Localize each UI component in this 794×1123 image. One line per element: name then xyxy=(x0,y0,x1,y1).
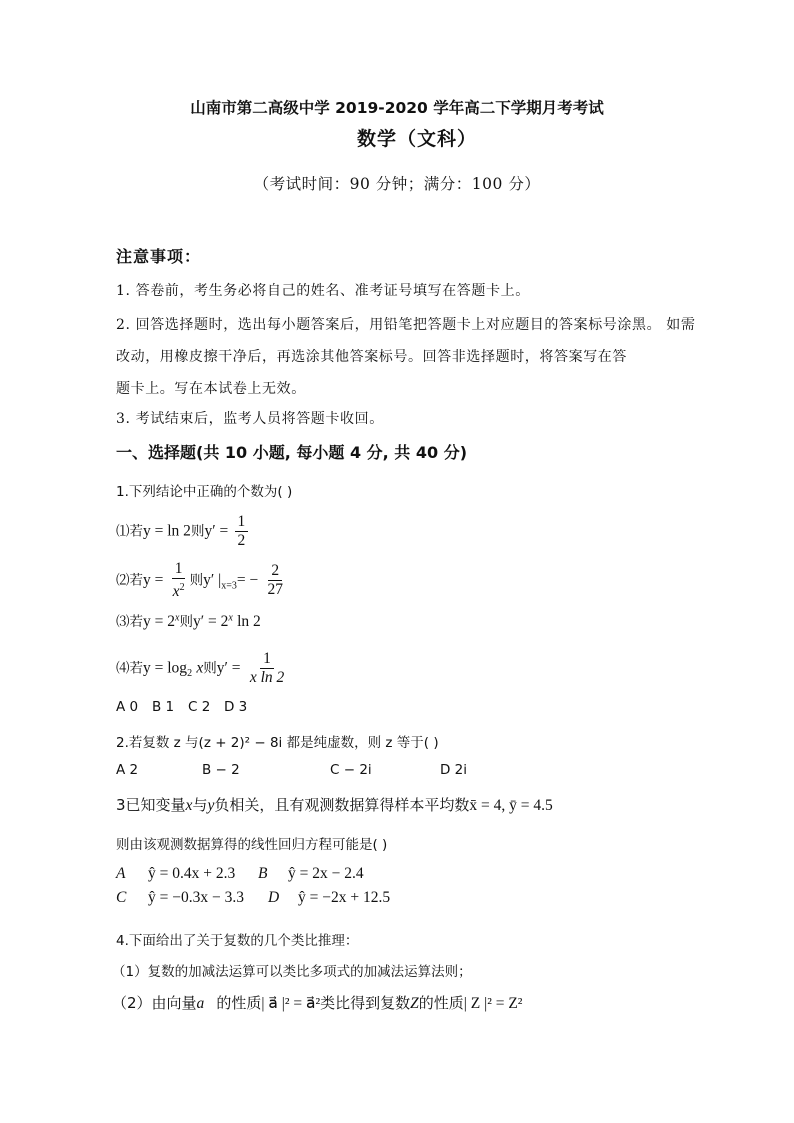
q4-item-1: （1）复数的加减法运算可以类比多项式的加减法运算法则； xyxy=(112,964,472,980)
section-heading: 一、选择题(共 10 小题, 每小题 4 分, 共 40 分) xyxy=(116,443,468,462)
q3-options-row-2 xyxy=(116,889,390,907)
q1-s2-mid: 则 xyxy=(189,572,204,589)
exam-info: （考试时间：90 分钟；满分：100 分） xyxy=(253,175,541,193)
q1-s2-prefix: ⑵若 xyxy=(116,572,143,589)
q1-s1-rhs: y′ = xyxy=(204,522,229,540)
q3-option-c-label: C xyxy=(116,889,127,906)
q2-option-b: B − 2 xyxy=(202,762,240,778)
q1-statement-4 xyxy=(116,650,289,687)
q3-option-b: ŷ = 2x − 2.4 xyxy=(288,865,364,882)
q1-statement-3 xyxy=(116,610,261,631)
q2-options xyxy=(116,762,500,778)
q1-s1-num: 1 xyxy=(235,513,249,532)
q1-s4-sub: 2 xyxy=(187,668,193,680)
q2-option-c: C − 2i xyxy=(330,762,372,778)
q3-option-a-label: A xyxy=(116,865,126,882)
q1-s2-den: x xyxy=(172,583,180,601)
q1-s4-num: 1 xyxy=(260,650,274,669)
q1-s1-prefix: ⑴若 xyxy=(116,523,143,540)
q1-option-b: B 1 xyxy=(152,699,175,715)
q2-option-d: D 2i xyxy=(440,762,468,778)
q4-stem: 4.下面给出了关于复数的几个类比推理： xyxy=(116,933,359,949)
q4-item-2 xyxy=(112,992,522,1013)
q1-s2-sub: x=3 xyxy=(221,580,237,592)
q1-option-a: A 0 xyxy=(116,699,139,715)
q3-var-y: y xyxy=(207,797,215,814)
q1-option-d: D 3 xyxy=(224,699,248,715)
q1-s1-lhs: y = ln 2 xyxy=(143,522,191,540)
q1-s3-prefix: ⑶若 xyxy=(116,614,143,630)
q2-option-a: A 2 xyxy=(116,762,139,778)
q1-s4-den: x ln 2 xyxy=(249,669,285,686)
q4-item-2-vec: a⃗ xyxy=(196,995,217,1012)
q1-s3-lhs: y = 2 xyxy=(143,613,175,630)
q3-option-a: ŷ = 0.4x + 2.3 xyxy=(148,865,236,882)
q3-option-d: ŷ = −2x + 12.5 xyxy=(298,889,391,906)
notice-item-1: 1. 答卷前，考生务必将自己的姓名、准考证号填写在答题卡上。 xyxy=(116,283,530,299)
q4-item-2-z: Z xyxy=(410,995,419,1012)
q1-s2-fraction-2 xyxy=(264,562,286,599)
q2-stem: 2.若复数 z 与(z + 2)² − 8i 都是纯虚数，则 z 等于( ) xyxy=(116,735,439,751)
notice-item-2-cont: 改动，用橡皮擦干净后，再选涂其他答案标号。回答非选择题时，将答案写在答 xyxy=(116,349,627,365)
q1-s2-den2: 27 xyxy=(267,581,283,599)
q1-statement-2 xyxy=(116,560,288,601)
q1-s4-mid: 则 xyxy=(203,660,217,677)
q1-s2-num2: 2 xyxy=(268,562,282,581)
q1-s4-prefix: ⑷若 xyxy=(116,660,143,677)
q4-item-2-b: 的性质 xyxy=(216,994,262,1012)
notice-item-2-cont2: 题卡上。写在本试卷上无效。 xyxy=(116,381,306,397)
q1-s2-den-exp: 2 xyxy=(179,582,185,593)
notice-heading: 注意事项： xyxy=(116,247,202,266)
q1-stem: 1.下列结论中正确的个数为( ) xyxy=(116,484,293,500)
q3-stem-c: 负相关，且有观测数据算得样本平均数 xyxy=(214,796,470,814)
q1-s3-mid: 则 xyxy=(179,614,193,630)
q1-s4-lhs: y = log xyxy=(143,659,188,677)
q3-stem-2: 则由该观测数据算得的线性回归方程可能是( ) xyxy=(116,837,388,853)
q1-s1-den: 2 xyxy=(237,532,246,549)
q1-s3-exp2: x xyxy=(228,612,233,624)
q1-s4-rhs: y′ = xyxy=(216,659,241,677)
q1-s1-mid: 则 xyxy=(190,523,205,540)
q1-option-c: C 2 xyxy=(188,699,211,715)
q1-s1-fraction xyxy=(235,513,249,550)
q3-stem-b: 与 xyxy=(192,796,208,814)
q3-var-x: x xyxy=(185,797,193,814)
q1-s3-rhs: y′ = 2 xyxy=(192,613,229,630)
q4-item-2-c: 类比得到复数 xyxy=(320,994,411,1012)
q1-s3-exp: x xyxy=(175,612,180,624)
q3-stem-a: 3已知变量 xyxy=(116,796,186,814)
q3-option-d-label: D xyxy=(268,889,280,906)
q1-s2-rhs: y′ | xyxy=(203,571,222,589)
notice-item-3: 3. 考试结束后，监考人员将答题卡收回。 xyxy=(116,411,384,427)
q1-s2-eq: = − xyxy=(236,571,259,589)
q4-item-2-eq2: | Z |² = Z² xyxy=(463,995,523,1012)
notice-item-2: 2. 回答选择题时，选出每小题答案后，用铅笔把答题卡上对应题目的答案标号涂黑。 如需 xyxy=(116,317,696,333)
q1-options xyxy=(116,699,260,715)
q3-mean: x̄ = 4, ȳ = 4.5 xyxy=(469,797,553,814)
q1-s4-lhs2: x xyxy=(196,659,204,677)
q1-s3-tail: ln 2 xyxy=(237,613,261,630)
q1-s2-lhs: y = xyxy=(143,571,164,589)
q3-option-b-label: B xyxy=(258,865,268,882)
q1-statement-1 xyxy=(116,513,250,550)
q1-s4-fraction xyxy=(247,650,287,687)
exam-title: 山南市第二高级中学 2019-2020 学年高二下学期月考考试 xyxy=(190,99,604,117)
q4-item-2-a: （2）由向量 xyxy=(112,994,197,1012)
q3-stem xyxy=(116,794,553,815)
q1-s2-num: 1 xyxy=(172,560,186,579)
q4-item-2-eq1: | a⃗ |² = a⃗² xyxy=(261,995,321,1012)
q4-item-2-d: 的性质 xyxy=(418,994,464,1012)
q3-options-row-1 xyxy=(116,865,364,883)
exam-subject: 数学（文科） xyxy=(356,128,477,150)
q1-s2-fraction xyxy=(170,560,188,601)
q3-option-c: ŷ = −0.3x − 3.3 xyxy=(148,889,244,906)
